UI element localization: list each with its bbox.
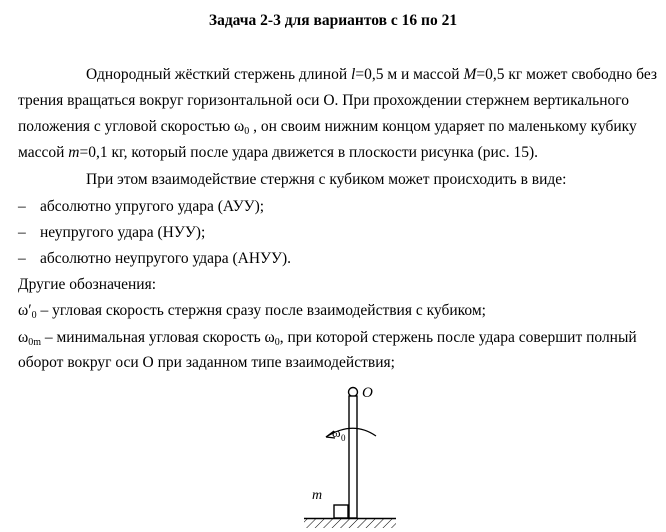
axis-label: O: [362, 385, 373, 401]
list-item-nuu: [18, 224, 205, 242]
text-run: положения с угловой скоростью ω: [18, 118, 245, 135]
text-run: =0,5 кг может свободно без: [476, 66, 658, 83]
omega-label: ω: [332, 425, 341, 440]
ground-hatch: [304, 519, 396, 528]
definition-omega-prime: [18, 302, 486, 320]
para1-line4: [18, 144, 538, 162]
definition-omega-min-line1: [18, 329, 637, 347]
para1-line2: трения вращаться вокруг горизонтальной оси O. При прохождении стержнем вертикального: [18, 92, 630, 109]
task-title: Задача 2-3 для вариантов с 16 по 21: [208, 12, 458, 29]
list-dash: –: [18, 224, 26, 241]
list-item-text: абсолютно упругого удара (АУУ);: [40, 198, 265, 215]
list-dash: –: [18, 198, 26, 215]
list-item-anuu: [18, 250, 291, 268]
omega-subscript: 0: [341, 433, 346, 443]
para2-line: При этом взаимодействие стержня с кубиком может происходить в виде:: [86, 171, 567, 188]
text-run: Однородный жёсткий стержень длиной: [86, 66, 352, 83]
list-item-text: неупругого удара (НУУ);: [40, 224, 206, 241]
cube: [334, 505, 348, 518]
text-run: =0,1 кг, который после удара движется в плоскости рисунка (рис. 15).: [79, 144, 538, 161]
para1-line3: [18, 118, 637, 136]
pivot-axis: [349, 388, 358, 397]
symbol: ω′: [18, 302, 32, 319]
text-run: , при которой стержень после удара совершит полный: [279, 329, 637, 346]
para1-line1: [86, 66, 657, 84]
mass-label: m: [312, 488, 323, 503]
subscript: 0: [244, 126, 250, 137]
list-item-auu: [18, 198, 264, 216]
mass-rod-symbol: M: [463, 66, 477, 83]
rod-figure: [290, 383, 410, 532]
subscript: 0m: [28, 337, 41, 348]
subscript: 0: [274, 337, 280, 348]
rod: [349, 396, 357, 518]
list-dash: –: [18, 250, 26, 267]
other-notation-label: Другие обозначения:: [18, 276, 157, 293]
text-run: =0,5 м и массой: [355, 66, 464, 83]
length-symbol: l: [351, 66, 356, 83]
text-run: , он своим нижним концом ударяет по маленькому кубику: [249, 118, 637, 135]
text-run: массой: [18, 144, 69, 161]
subscript: 0: [31, 310, 37, 321]
mass-cube-symbol: m: [68, 144, 80, 161]
definition-omega-min-line2: оборот вокруг оси O при заданном типе взаимодействия;: [18, 354, 395, 371]
symbol: ω: [18, 329, 29, 346]
list-item-text: абсолютно неупругого удара (АНУУ).: [40, 250, 292, 267]
text-run: – минимальная угловая скорость ω: [40, 329, 275, 346]
text-run: – угловая скорость стержня сразу после взаимодействия с кубиком;: [36, 302, 486, 319]
